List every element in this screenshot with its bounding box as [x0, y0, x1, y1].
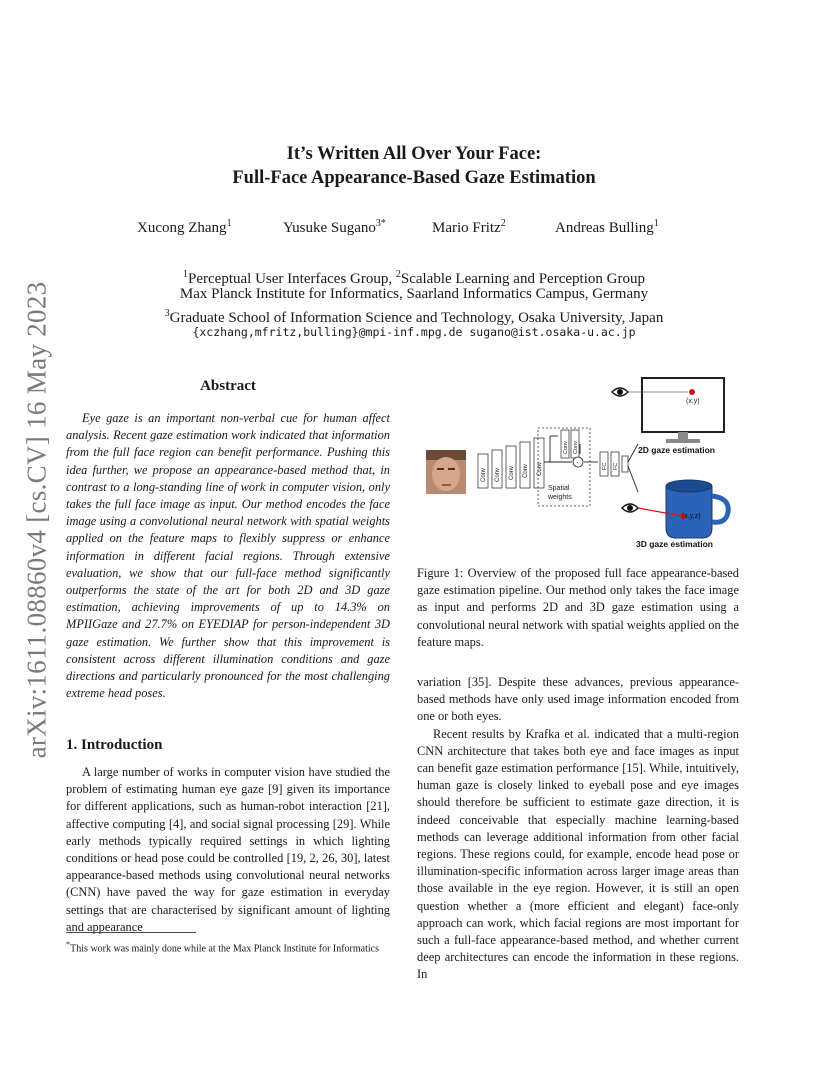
footnote: *This work was mainly done while at the Max Planck Institute for Informatics [66, 940, 379, 955]
affiliation-line3: $^3$Graduate School of Information Science and Technology, Osaka University, Japan [164, 308, 664, 326]
intro-paragraph-text: A large number of works in computer vision have studied the problem of estimating human eye gaze [9] given its importance for different applications, such as human-robot interaction [21], affective computing [4], and social signal processing [29]. While early methods typically required settings in which lighting conditions or head pose could be controlled [19, 2, 26, 30], latest appearance-based methods using convolutional neural networks (CNN) have paved the way for gaze estimation in everyday settings that are characterised by significant amount of lighting and appearance [66, 765, 390, 934]
conv-label: Conv [573, 441, 579, 454]
author: Andreas Bulling$^1$ [555, 218, 659, 236]
monitor-icon [642, 378, 724, 443]
figure-1-caption: Figure 1: Overview of the proposed full face appearance-based gaze estimation pipeline. Our method only takes the face image as input and performs 2D and 3D gaze estimation using a convolutional neural network with spatial weights applied on the feature maps. [417, 566, 739, 649]
conv-label: Conv [495, 467, 501, 482]
paper-title-line1: It’s Written All Over Your Face: [286, 144, 542, 164]
abstract-body [66, 410, 390, 702]
abstract-heading: Abstract [200, 378, 256, 394]
author-list [0, 218, 828, 240]
face-image-thumbnail [426, 450, 466, 494]
footnote-divider [66, 932, 196, 933]
section-heading-introduction: 1. Introduction [66, 737, 163, 753]
output-arrows [628, 444, 638, 492]
conv-label: Conv [563, 441, 569, 454]
spatial-weights-label-line1: Spatial [548, 485, 570, 492]
eye-icon [612, 388, 628, 396]
author: Xucong Zhang$^1$ [137, 218, 232, 236]
screen-point-label: (x,y) [686, 398, 700, 405]
conv-label: Conv [537, 461, 543, 476]
abstract-text: Eye gaze is an important non-verbal cue for human affect analysis. Recent gaze estimation work indicated that information from the full face region can benefit performance. Pushing this idea further, we propose an appearance-based method that, in contrast to a long-standing line of work in computer vision, only takes the full face image as input. Our method encodes the face image using a convolutional neural network with spatial weights applied on the feature maps to flexibly suppress or enhance information in different facial regions. Through extensive evaluation, we show that our full-face method significantly outperforms the state of the art for both 2D and 3D gaze estimation, achieving improvements of up to 14.3% on MPIIGaze and 27.7% on EYEDIAP for person-independent 3D gaze estimation. We further show that this improvement is consistent across different illumination conditions and gaze directions and particularly pronounced for the most challenging extreme head poses. [66, 411, 390, 701]
multiply-symbol: · [576, 458, 579, 467]
conv-label: Conv [481, 467, 487, 482]
figure-1-pipeline-diagram [420, 370, 740, 560]
spatial-weights-label-line2: weights [548, 494, 572, 501]
fc-label: FC [613, 462, 619, 470]
conv-label: Conv [509, 465, 515, 480]
mug-icon [666, 480, 728, 538]
right-paragraph-2: Recent results by Krafka et al. indicated that a multi-region CNN architecture that takes both eye and face images as input can benefit gaze estimation performance [15]. While, intuitively, human gaze is closely linked to eyeball pose and eye images should therefore be sufficient to estimate gaze direction, it is indeed conceivable that especially machine learning-based methods can leverage additional information from other facial regions. These regions could, for example, encode head pose or illumination-specific information across larger image areas than those available in the eye region. However, it is still an open question whether a (more efficient and elegant) face-only approach can work, which facial regions are most important for such a full-face appearance-based method, and whether current deep architectures can encode the information in these regions. In [417, 726, 739, 982]
intro-paragraph [66, 764, 390, 936]
affiliation-line2: Max Planck Institute for Informatics, Saarland Informatics Campus, Germany [179, 285, 649, 302]
author-emails: {xczhang,mfritz,bulling}@mpi-inf.mpg.de sugano@ist.osaka-u.ac.jp [192, 325, 636, 339]
arxiv-stamp-text: arXiv:1611.08860v4 [cs.CV] 16 May 2023 [21, 281, 52, 759]
conv-label: Conv [523, 463, 529, 478]
fc-label: FC [602, 462, 608, 470]
label-3d-gaze-estimation: 3D gaze estimation [636, 539, 713, 549]
author: Mario Fritz$^2$ [432, 218, 506, 236]
author: Yusuke Sugano$^{3*}$ [283, 218, 386, 236]
eye-icon [622, 504, 638, 512]
mug-point-label: (x,y,z) [682, 513, 701, 520]
right-paragraph-1: variation [35]. Despite these advances, previous appearance-based methods have only used image information encoded from one or both eyes. [417, 675, 739, 724]
gaze-point-2d [689, 389, 695, 395]
arxiv-stamp [12, 280, 62, 760]
label-2d-gaze-estimation: 2D gaze estimation [638, 445, 715, 455]
affiliation-line1: $^1$Perceptual User Interfaces Group, $^2$Scalable Learning and Perception Group [183, 269, 645, 287]
right-column-text [417, 674, 739, 984]
paper-title-line2: Full-Face Appearance-Based Gaze Estimation [232, 168, 596, 188]
